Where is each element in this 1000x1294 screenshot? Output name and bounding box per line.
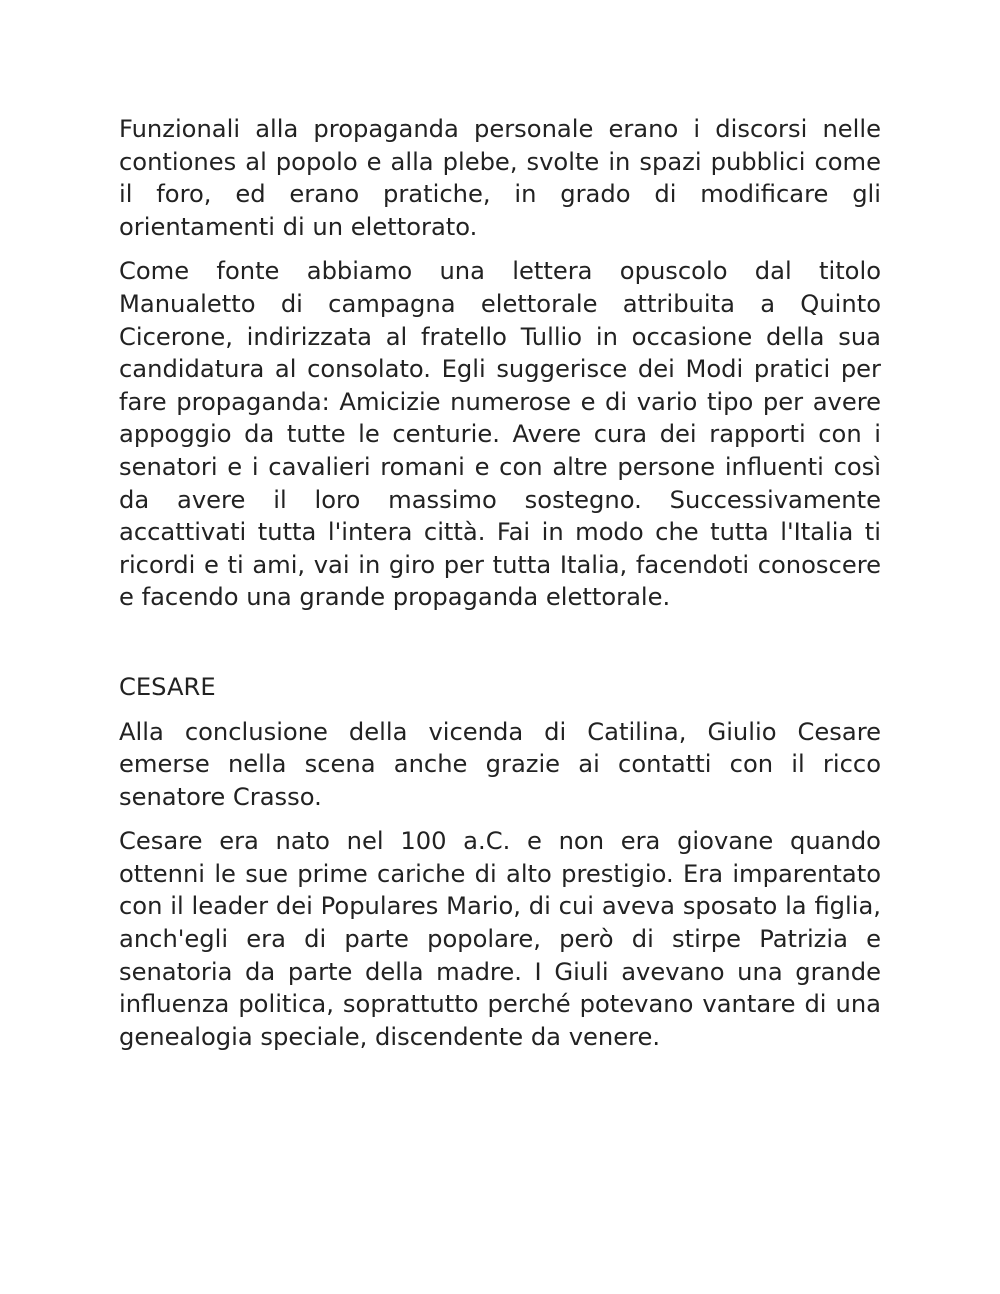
paragraph-contiones: Funzionali alla propaganda personale erano i discorsi nelle contiones al popolo e alla plebe, svolte in spazi pubblici come il foro, ed erano pratiche, in grado di modificare gli orientamenti di un elettorato. bbox=[119, 115, 881, 241]
paragraph-catilina: Alla conclusione della vicenda di Catilina, Giulio Cesare emerse nella scena anche grazie ai contatti con il ricco senatore Crasso. bbox=[119, 717, 881, 811]
section-heading-cesare: CESARE bbox=[119, 672, 216, 701]
paragraph-cesare-origini: Cesare era nato nel 100 a.C. e non era giovane quando ottenni le sue prime cariche di alto prestigio. Era imparentato con il leader dei Populares Mario, di cui aveva sposato la figlia, anch'egli era di parte popolare, però di stirpe Patrizia e senatoria da parte della madre. I Giuli avevano una grande influenza politica, soprattutto perché potevano vantare di una genealogia speciale, discendente da venere. bbox=[119, 827, 881, 1051]
paragraph-manualetto: Come fonte abbiamo una lettera opuscolo dal titolo Manualetto di campagna elettorale attribuita a Quinto Cicerone, indirizzata al fratello Tullio in occasione della sua candidatura al consolato. Egli suggerisce dei Modi pratici per fare propaganda: Amicizie numerose e di vario tipo per avere appoggio da tutte le centurie. Avere cura dei rapporti con i senatori e i cavalieri romani e con altre persone influenti così da avere il loro massimo sostegno. Successivamente accattivati tutta l'intera città. Fai in modo che tutta l'Italia ti ricordi e ti ami, vai in giro per tutta Italia, facendoti conoscere e facendo una grande propaganda elettorale. bbox=[119, 257, 881, 612]
document-page bbox=[119, 113, 881, 1065]
